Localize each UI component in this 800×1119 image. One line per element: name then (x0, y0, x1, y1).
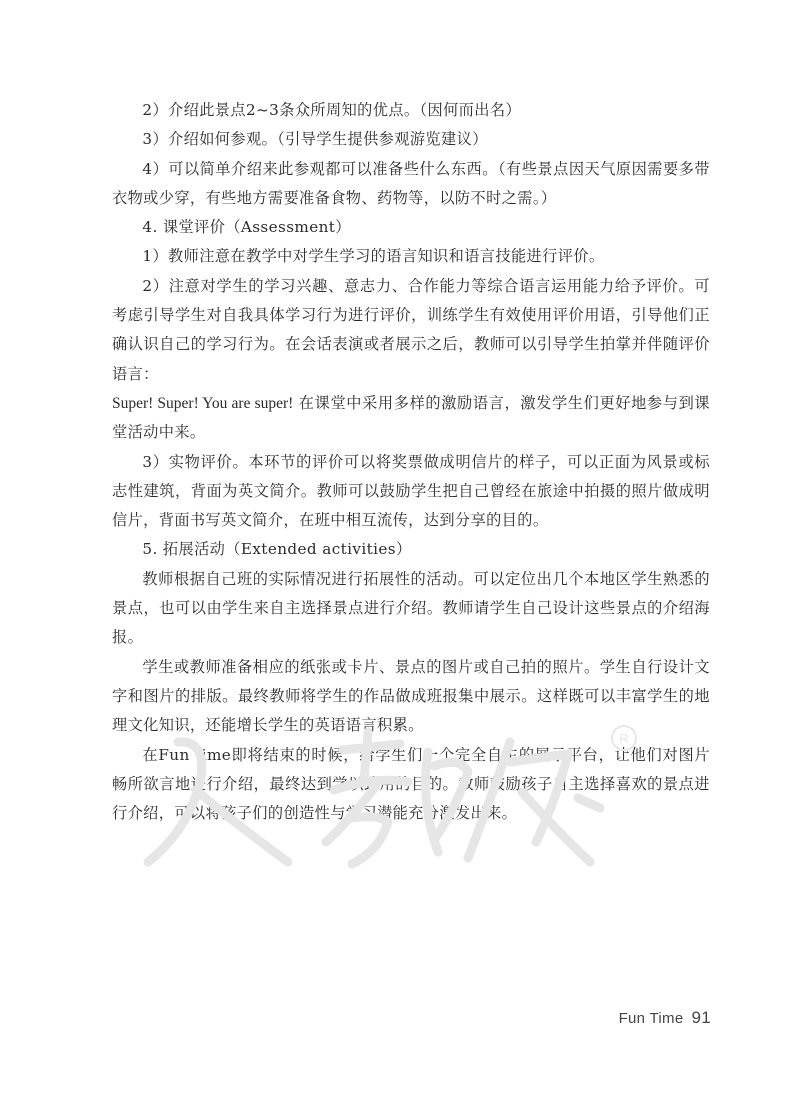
footer-title: Fun Time (618, 1010, 684, 1027)
svg-text:R: R (619, 731, 629, 746)
section-heading: 4. 课堂评价（Assessment） (142, 218, 351, 237)
paragraph: 在Fun time即将结束的时候，给学生们一个完全自主的展示平台，让他们对图片畅所欲言地进行介绍，最终达到学以致用的目的。教师鼓励孩子自主选择喜欢的景点进行介绍，可以将孩子们的创造性与学习潜能充分激发出来。 (112, 745, 710, 823)
body-text (112, 96, 710, 828)
section-heading: 5. 拓展活动（Extended activities） (142, 540, 412, 559)
paragraph-continued: Super! Super! You are super! 在课堂中采用多样的激励语言，激发学生们更好地参与到课堂活动中来。 (112, 393, 710, 442)
page-number: 91 (691, 1008, 711, 1027)
paragraph: 3）实物评价。本环节的评价可以将奖票做成明信片的样子，可以正面为风景或标志性建筑，背面为英文简介。教师可以鼓励学生把自己曾经在旅途中拍摄的照片做成明信片，背面书写英文简介，在班中相互流传，达到分享的目的。 (112, 452, 710, 530)
paragraph: 学生或教师准备相应的纸张或卡片、景点的图片或自己拍的照片。学生自行设计文字和图片的排版。最终教师将学生的作品做成班报集中展示。这样既可以丰富学生的地理文化知识，还能增长学生的英语语言积累。 (112, 657, 710, 735)
paragraph: 2）介绍此景点2~3条众所周知的优点。（因何而出名） (142, 101, 522, 119)
paragraph: 教师根据自己班的实际情况进行拓展性的活动。可以定位出几个本地区学生熟悉的景点，也可以由学生来自主选择景点进行介绍。教师请学生自己设计这些景点的介绍海报。 (112, 569, 710, 647)
paragraph: 1）教师注意在教学中对学生学习的语言知识和语言技能进行评价。 (142, 247, 605, 266)
page-footer (619, 1008, 711, 1028)
paragraph: 2）注意对学生的学习兴趣、意志力、合作能力等综合语言运用能力给予评价。可考虑引导学生对自我具体学习行为进行评价，训练学生有效使用评价用语，引导他们正确认识自己的学习行为。在会话表演或者展示之后，教师可以引导学生拍掌并伴随评价语言： (112, 276, 710, 383)
paragraph: 4）可以简单介绍来此参观都可以准备些什么东西。（有些景点因天气原因需要多带衣物或少穿，有些地方需要准备食物、药物等，以防不时之需。） (112, 159, 710, 207)
paragraph: 3）介绍如何参观。（引导学生提供参观游览建议） (142, 130, 488, 149)
